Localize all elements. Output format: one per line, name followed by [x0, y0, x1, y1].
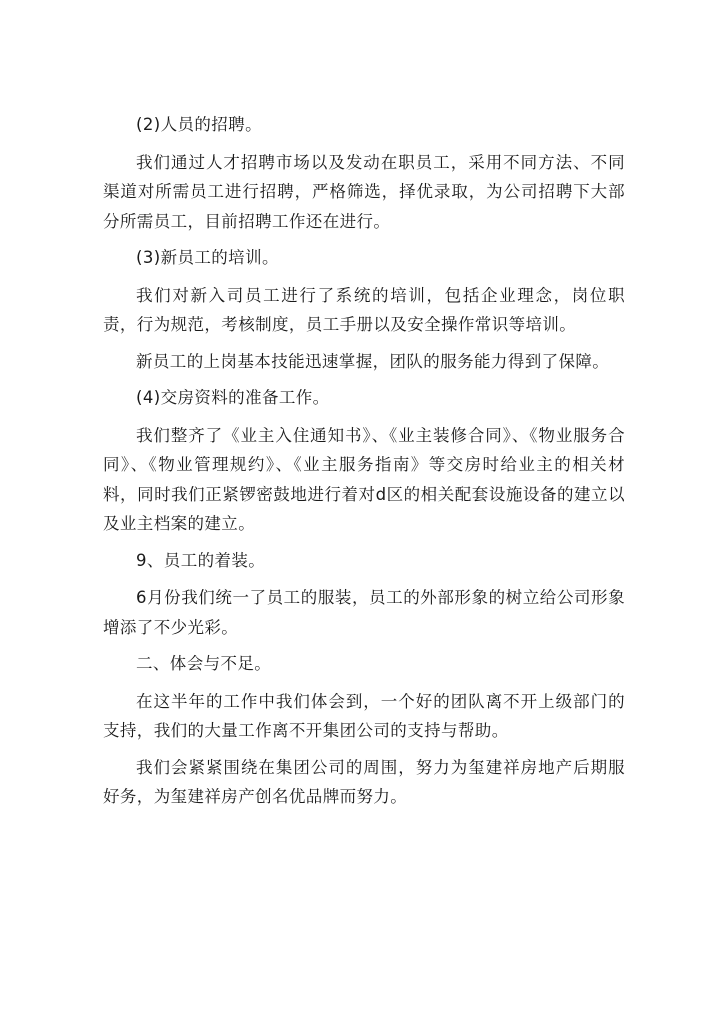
paragraph-recruitment: 我们通过人才招聘市场以及发动在职员工，采用不同方法、不同渠道对所需员工进行招聘，严格筛选，择优录取，为公司招聘下大部分所需员工，目前招聘工作还在进行。 [103, 152, 625, 231]
paragraph-training-result: 新员工的上岗基本技能迅速掌握，团队的服务能力得到了保障。 [136, 351, 610, 371]
section-heading-handover-materials: (4)交房资料的准备工作。 [136, 388, 330, 407]
section-heading-uniform: 9、员工的着装。 [136, 550, 266, 570]
document-body [103, 110, 625, 819]
section-heading-training: (3)新员工的培训。 [136, 248, 279, 267]
section-heading-recruitment: (2)人员的招聘。 [136, 115, 262, 134]
paragraph-uniform: 6月份我们统一了员工的服装，员工的外部形象的树立给公司形象增添了不少光彩。 [103, 588, 625, 637]
paragraph-experience: 在这半年的工作中我们体会到，一个好的团队离不开上级部门的支持，我们的大量工作离不开集团公司的支持与帮助。 [103, 691, 625, 740]
paragraph-training: 我们对新入司员工进行了系统的培训，包括企业理念，岗位职责，行为规范，考核制度，员工手册以及安全操作常识等培训。 [103, 285, 625, 334]
paragraph-commitment: 我们会紧紧围绕在集团公司的周围，努力为玺建祥房地产后期服好务，为玺建祥房产创名优品牌而努力。 [103, 757, 625, 806]
section-heading-experience: 二、体会与不足。 [136, 654, 272, 673]
paragraph-handover-materials: 我们整齐了《业主入住通知书》、《业主装修合同》、《物业服务合同》、《物业管理规约》、《业主服务指南》等交房时给业主的相关材料，同时我们正紧锣密鼓地进行着对d区的相关配套设施设备的建立以及业主档案的建立。 [103, 425, 625, 533]
